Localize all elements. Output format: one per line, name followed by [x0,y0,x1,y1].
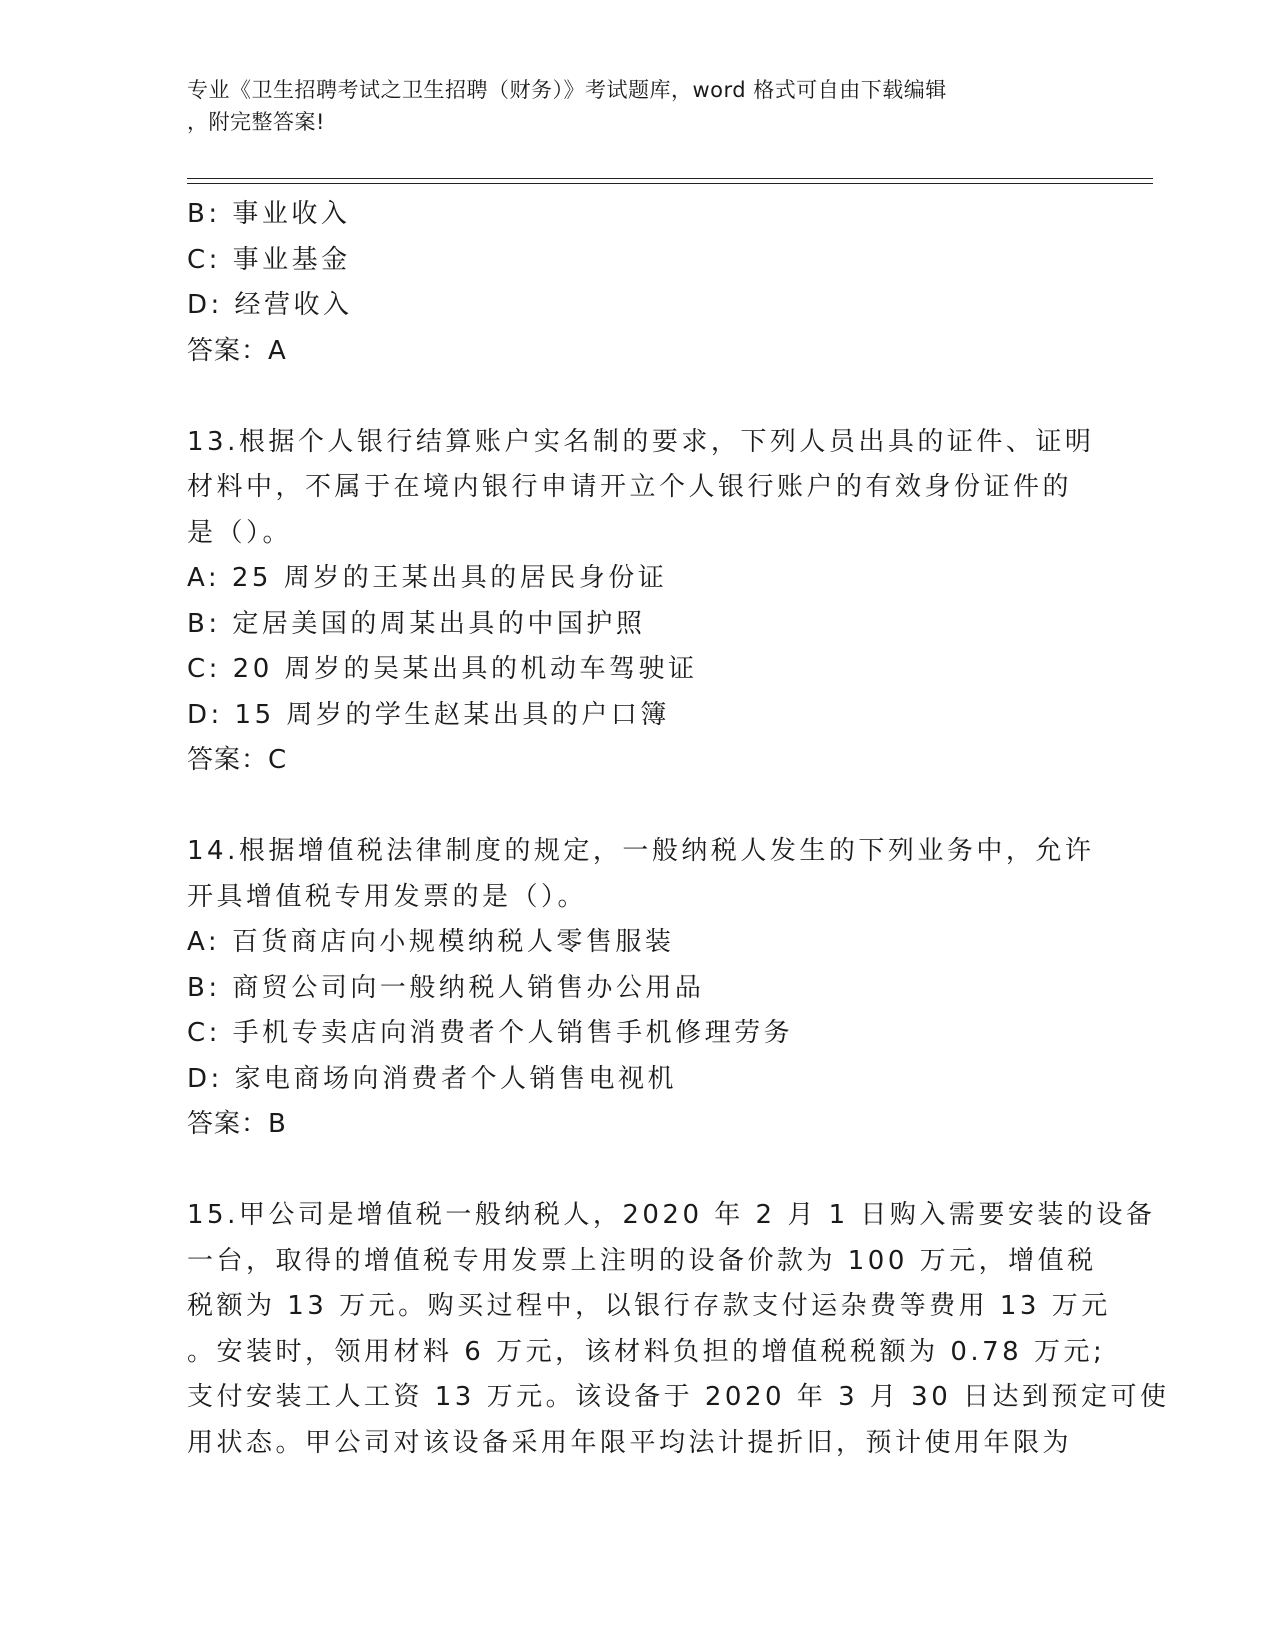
question-stem-line: 支付安装工人工资 13 万元。该设备于 2020 年 3 月 30 日达到预定可使 [187,1382,1170,1412]
option-d: D: 家电商场向消费者个人销售电视机 [187,1063,678,1094]
option-a: A: 25 周岁的王某出具的居民身份证 [187,563,668,593]
question-stem-line: 是（）。 [187,517,293,548]
question-14 [187,829,1095,1148]
spacer [187,1148,1077,1194]
question-stem-line: 材料中，不属于在境内银行申请开立个人银行账户的有效身份证件的 [187,472,1073,502]
option-c: C: 20 周岁的吴某出具的机动车驾驶证 [187,654,698,684]
option-a: A: 百货商店向小规模纳税人零售服装 [187,927,675,957]
question-15 [187,1193,1170,1466]
answer: 答案：C [187,745,288,775]
header-line-1: 专业《卫生招聘考试之卫生招聘（财务）》考试题库，word 格式可自由下载编辑 [187,78,947,102]
option-b: B: 定居美国的周某出具的中国护照 [187,608,646,639]
document-header [187,74,1067,138]
question-stem-line: 13.根据个人银行结算账户实名制的要求，下列人员出具的证件、证明 [187,426,1095,457]
option-c: C: 事业基金 [187,244,351,275]
question-stem-line: 15.甲公司是增值税一般纳税人，2020 年 2 月 1 日购入需要安装的设备 [187,1200,1156,1230]
question-stem-line: 税额为 13 万元。购买过程中，以银行存款支付运杂费等费用 13 万元 [187,1291,1111,1321]
question-13 [187,420,1095,784]
question-stem-line: 。安装时，领用材料 6 万元，该材料负担的增值税税额为 0.78 万元; [187,1336,1106,1367]
question-stem-line: 14.根据增值税法律制度的规定，一般纳税人发生的下列业务中，允许 [187,836,1095,866]
question-stem-line: 开具增值税专用发票的是（）。 [187,881,588,912]
spacer [187,784,1077,830]
option-d: D: 15 周岁的学生赵某出具的户口簿 [187,699,670,730]
option-b: B: 事业收入 [187,199,351,229]
spacer [187,374,1077,420]
option-c: C: 手机专卖店向消费者个人销售手机修理劳务 [187,1018,794,1048]
question-stem-line: 一台，取得的增值税专用发票上注明的设备价款为 100 万元，增值税 [187,1245,1097,1276]
answer: 答案：A [187,335,287,366]
option-b: B: 商贸公司向一般纳税人销售办公用品 [187,972,705,1003]
question-12-tail [187,192,1077,374]
header-divider-top [187,178,1153,179]
question-content [187,192,1170,1466]
option-d: D: 经营收入 [187,290,353,320]
answer: 答案：B [187,1109,287,1139]
header-divider-bottom [187,183,1153,184]
header-line-2: ，附完整答案! [187,110,325,134]
question-stem-line: 用状态。甲公司对该设备采用年限平均法计提折旧，预计使用年限为 [187,1427,1073,1458]
